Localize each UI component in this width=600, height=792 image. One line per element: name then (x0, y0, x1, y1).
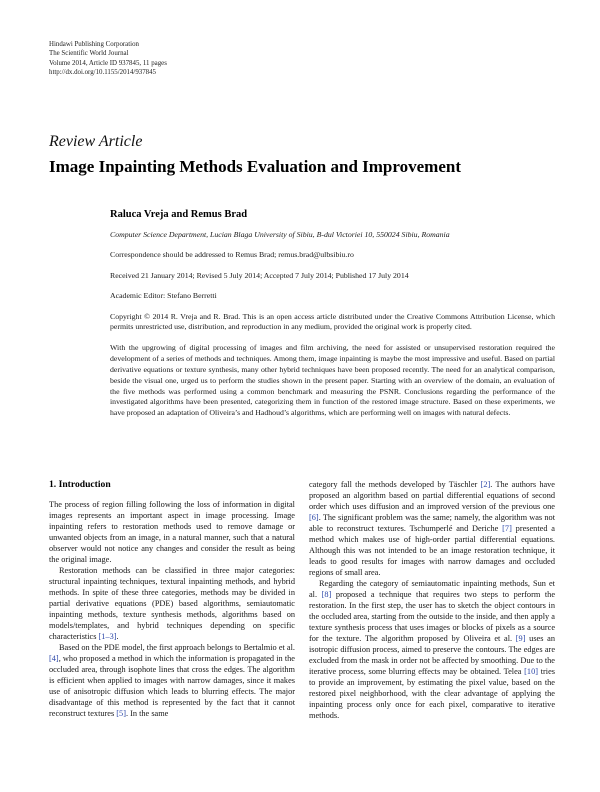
article-type: Review Article (49, 133, 143, 150)
abstract-text: With the upgrowing of digital processing of images and film archiving, the need for assisted or unsupervised restoration required the development of a series of methods and techniques. Among them, image inpainting is maybe the most impressive and useful. Based on partial derivative equations or texture synthesis, many other hybrid techniques have been proposed recently. The need for an analytical comparison, beside the visual one, urged us to perform the studies shown in the present paper. Starting with an overview of the domain, an evaluation of the five methods was performed using a common benchmark and measuring the PSNR. Conclusions regarding the performance of the investigated algorithms have been presented, categorizing them in function of the restored image structure. Based on these experiments, we have proposed an adaptation of Oliveira’s and Hadhoud’s algorithms, which are performing well on images with natural defects. (110, 343, 555, 418)
doi-link[interactable]: http://dx.doi.org/10.1155/2014/937845 (49, 69, 156, 77)
citation-link[interactable]: [6] (309, 513, 319, 522)
affiliation: Computer Science Department, Lucian Blaga University of Sibiu, B-dul Victoriei 10, 550024 Sibiu, Romania (110, 230, 450, 239)
citation-link[interactable]: [8] (321, 590, 332, 599)
intro-right-column (309, 479, 555, 721)
citation-link[interactable]: [4] (49, 654, 59, 663)
article-head (49, 132, 555, 178)
citation-link[interactable]: [10] (524, 667, 538, 676)
intro-left-column (49, 479, 295, 721)
citation-link[interactable]: [2] (480, 480, 491, 489)
publisher-header (49, 40, 167, 78)
correspondence-line: Correspondence should be addressed to Remus Brad; remus.brad@ulbsibiu.ro (110, 250, 354, 260)
paragraph: Restoration methods can be classified in three major categories: structural inpainting techniques, textural inpainting methods, and hybrid methods. In spite of these three categories, methods may be divided in partial derivative equations (PDE) based algorithms, semiautomatic inpainting methods, texture synthesis methods, algorithms based on models/templates, and hybrid techniques depending on specific characteristics [1–3]. (49, 566, 295, 641)
citation-link[interactable]: [7] (502, 524, 512, 533)
citation-link[interactable]: [1–3] (98, 632, 117, 641)
paragraph: Regarding the category of semiautomatic inpainting methods, Sun et al. [8] proposed a technique that requires two steps to perform the restoration. In the first step, the user has to sketch the object contours in the occluded area, starting from the outside to the inside, and then apply a texture synthesis process that uses images or blocks of pixels as a source for the texture. The algorithm proposed by Oliveira et al. [9] uses an isotropic diffusion process, aimed to preserve the contours. The edges are excluded from the mask in order not be affected by smoothing. Due to the iterative process, some blurring effects may be obtained. Telea [10] tries to provide an improvement, by estimating the pixel value, based on the restored pixel neighborhood, with the clear advantage of applying the inpainting process only once for each pixel, comparative to iterative methods. (309, 579, 556, 720)
intro-left-paragraphs (49, 499, 295, 719)
body-columns (49, 479, 555, 721)
publisher-name: Hindawi Publishing Corporation (49, 41, 139, 48)
citation-link[interactable]: [5] (116, 709, 126, 718)
citation-link[interactable]: [9] (515, 634, 526, 643)
article-title: Image Inpainting Methods Evaluation and Improvement (49, 157, 461, 176)
paragraph: category fall the methods developed by Täschler [2]. The authors have proposed an algorithm based on partial differential equations of second order which uses diffusion and an improved version of the previous one [6]. The significant problem was the same; namely, the algorithm was not able to reconstruct textures. Tschumperlé and Deriche [7] presented a method which makes use of high-order partial differential equations. Although this was not intended to be an image restoration technique, it leads to good results for images with narrow damages and occluded regions of small area. (309, 480, 555, 577)
copyright-notice: Copyright © 2014 R. Vreja and R. Brad. This is an open access article distributed under the Creative Commons Attribution License, which permits unrestricted use, distribution, and reproduction in any medium, provided the original work is properly cited. (110, 311, 555, 332)
authors: Raluca Vreja and Remus Brad (110, 209, 248, 220)
volume-info: Volume 2014, Article ID 937845, 11 pages (49, 59, 167, 67)
journal-name: The Scientific World Journal (49, 50, 129, 58)
paragraph: Based on the PDE model, the first approach belongs to Bertalmio et al. [4], who proposed a method in which the information is propagated in the occluded area, through isophote lines that cross the edges. The algorithm is efficient when applied to images with narrow damages, since it makes use of anisotropic diffusion which leads to blurring effects. The major disadvantage of this method is represented by the fact that it cannot reconstruct textures [5]. In the same (49, 643, 295, 718)
paragraph: The process of region filling following the loss of information in digital images represents an important aspect in image processing. Image inpainting refers to restoration methods used to remove damage or unwanted objects from an image, in a natural manner, such that a natural observer would not notice any changes and consider the result as being the original image. (49, 500, 295, 564)
section-heading-introduction: 1. Introduction (49, 479, 111, 490)
history-dates: Received 21 January 2014; Revised 5 July 2014; Accepted 7 July 2014; Published 17 July 2014 (110, 270, 409, 280)
intro-right-paragraphs (309, 479, 555, 721)
article-meta (110, 209, 555, 419)
academic-editor: Academic Editor: Stefano Berretti (110, 291, 217, 301)
